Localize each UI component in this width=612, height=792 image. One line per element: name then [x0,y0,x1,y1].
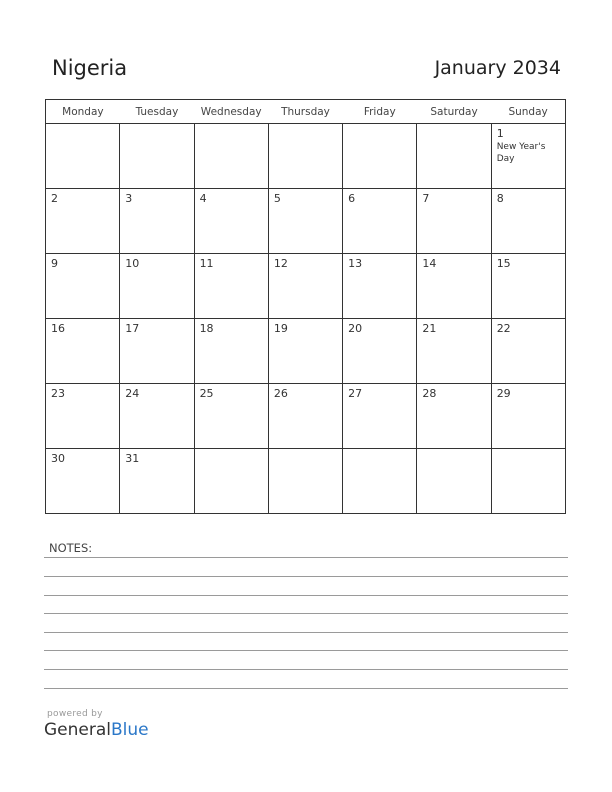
weekday-header: Thursday [268,100,342,124]
notes-label: NOTES: [49,541,93,555]
notes-line [44,576,568,577]
day-cell [491,384,565,449]
day-number: 6 [348,192,356,205]
day-cell [417,319,491,384]
day-cell [194,449,268,514]
country-title: Nigeria [52,56,128,80]
day-number: 13 [348,257,363,270]
day-cell [268,449,342,514]
week-row [46,189,566,254]
day-cell [46,124,120,189]
powered-by-text: powered by [47,709,103,719]
day-number: 21 [422,322,437,335]
day-number: 2 [51,192,58,205]
day-number: 3 [125,192,133,205]
day-number: 17 [125,322,140,335]
day-number: 27 [348,387,363,400]
day-cell [194,254,268,319]
day-number: 20 [348,322,363,335]
day-cell [343,124,417,189]
day-number: 26 [273,387,288,400]
day-cell [120,449,194,514]
day-cell [268,254,342,319]
week-row [46,319,566,384]
day-number: 25 [199,387,214,400]
day-number: 24 [125,387,140,400]
week-row [46,254,566,319]
day-cell [194,384,268,449]
day-number: 1 [496,127,504,140]
day-cell [417,384,491,449]
day-number: 4 [199,192,207,205]
day-cell [268,124,342,189]
logo-general: General [44,720,111,740]
day-number: 19 [273,322,288,335]
day-cell [194,189,268,254]
day-number: 11 [199,257,214,270]
day-cell [491,319,565,384]
day-cell [343,384,417,449]
holiday-label: New Year's Day [496,142,546,164]
weekday-header: Saturday [417,100,491,124]
day-cell [343,319,417,384]
week-row [46,384,566,449]
notes-line [44,632,568,633]
notes-line [44,595,568,596]
day-cell [194,124,268,189]
day-cell [491,124,565,189]
weekday-header: Monday [46,100,120,124]
weekday-header-row [46,100,566,124]
day-cell [120,254,194,319]
day-number: 29 [496,387,511,400]
notes-line [44,669,568,670]
day-cell [268,189,342,254]
day-cell [120,319,194,384]
day-number: 9 [51,257,58,270]
day-number: 14 [422,257,437,270]
weekday-header: Sunday [491,100,565,124]
day-cell [120,384,194,449]
day-number: 8 [496,192,504,205]
day-number: 31 [125,452,140,465]
month-year-title: January 2034 [434,57,561,79]
day-number: 12 [273,257,288,270]
day-cell [343,254,417,319]
day-number: 23 [51,387,65,400]
day-cell [46,449,120,514]
day-cell [268,384,342,449]
day-cell [268,319,342,384]
day-number: 10 [125,257,140,270]
calendar-grid [45,99,566,514]
day-number: 18 [199,322,214,335]
day-cell [417,124,491,189]
day-cell [46,384,120,449]
day-number: 7 [422,192,430,205]
day-cell [46,254,120,319]
day-number: 30 [51,452,65,465]
day-cell [120,189,194,254]
day-cell [343,449,417,514]
weekday-header: Tuesday [120,100,194,124]
day-number: 28 [422,387,437,400]
logo-blue: Blue [111,720,149,740]
day-number: 15 [496,257,511,270]
day-cell [46,319,120,384]
notes-line [44,688,568,689]
day-cell [194,319,268,384]
day-cell [417,189,491,254]
notes-line [44,557,568,558]
day-cell [491,254,565,319]
week-row [46,449,566,514]
day-cell [46,189,120,254]
day-cell [343,189,417,254]
generalblue-logo [44,720,149,740]
day-number: 22 [496,322,511,335]
day-cell [417,254,491,319]
week-row [46,124,566,189]
day-cell [417,449,491,514]
day-cell [491,449,565,514]
weekday-header: Friday [343,100,417,124]
day-cell [120,124,194,189]
day-number: 5 [273,192,281,205]
notes-line [44,650,568,651]
weekday-header: Wednesday [194,100,268,124]
day-number: 16 [51,322,65,335]
notes-line [44,613,568,614]
day-cell [491,189,565,254]
